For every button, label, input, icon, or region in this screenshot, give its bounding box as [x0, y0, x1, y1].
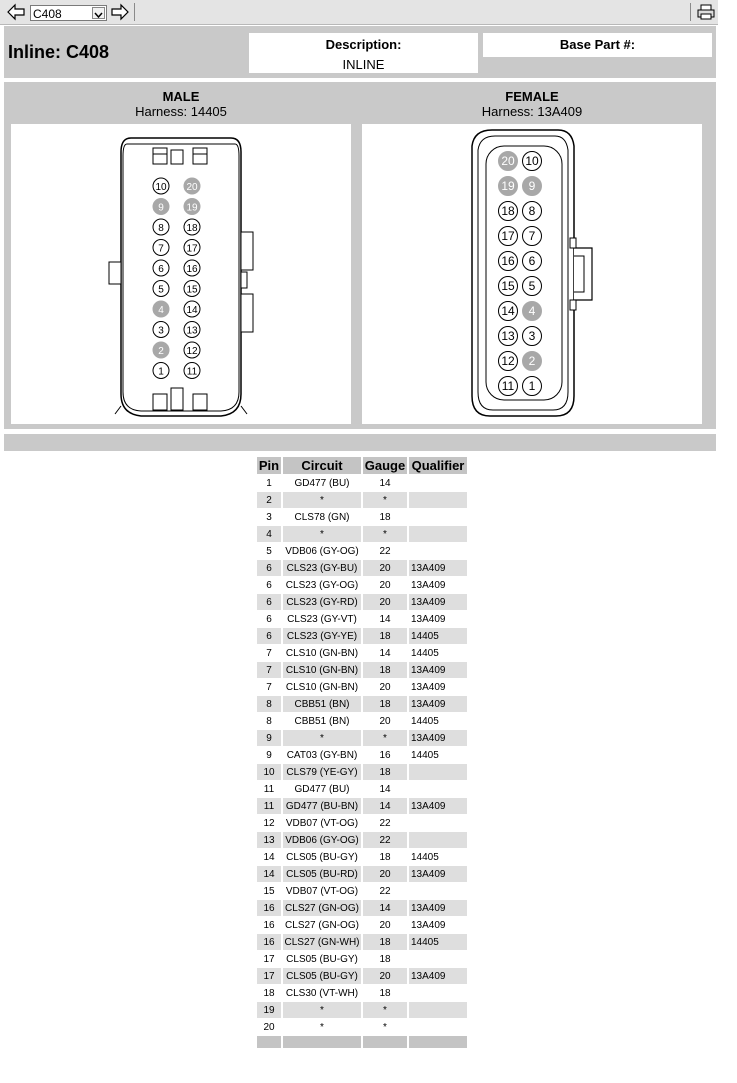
male-connector-diagram [11, 124, 351, 424]
gauge-cell: 22 [363, 832, 407, 848]
table-header-row [257, 457, 467, 474]
qualifier-cell: 14405 [409, 934, 467, 950]
pin-cell: 14 [263, 851, 275, 863]
chevron-down-icon[interactable] [92, 7, 105, 19]
qualifier-cell: 14405 [411, 715, 439, 727]
qualifier-cell: 14405 [411, 851, 439, 863]
gauge-cell: * [383, 1021, 387, 1033]
qualifier-cell: 13A409 [409, 798, 467, 814]
female-pin-label: 11 [501, 379, 515, 393]
footer-cell [257, 1036, 281, 1048]
circuit-cell: CBB51 (BN) [283, 696, 361, 712]
description-box [249, 33, 478, 73]
circuit-cell: CLS23 (GY-BU) [283, 560, 361, 576]
gauge-cell: 18 [363, 764, 407, 780]
circuit-cell: CLS27 (GN-OG) [283, 900, 361, 916]
circuit-cell: VDB07 (VT-OG) [285, 817, 359, 829]
pin-cell: 14 [257, 866, 281, 882]
female-pin-label: 20 [501, 154, 515, 168]
qualifier-cell: 13A409 [411, 681, 446, 693]
circuit-cell: * [320, 1021, 324, 1033]
qualifier-cell [409, 543, 467, 559]
table-row [257, 781, 467, 797]
circuit-cell: CLS10 (GN-BN) [283, 662, 361, 678]
female-harness: Harness: 13A409 [481, 104, 583, 119]
gauge-cell: 14 [379, 613, 391, 625]
qualifier-cell: 14405 [409, 628, 467, 644]
pin-cell: 4 [257, 526, 281, 542]
qualifier-cell [409, 781, 467, 797]
table-row [257, 611, 467, 627]
pin-cell: 6 [257, 594, 281, 610]
pin-cell: 6 [266, 613, 272, 625]
qualifier-cell: 13A409 [411, 579, 446, 591]
pin-cell: 8 [257, 696, 281, 712]
pin-cell: 13 [257, 832, 281, 848]
qualifier-cell: 13A409 [409, 866, 467, 882]
connector-header [4, 26, 716, 78]
circuit-cell: GD477 (BU) [294, 477, 350, 489]
pin-cell: 10 [257, 764, 281, 780]
gauge-cell: 20 [363, 560, 407, 576]
qualifier-cell [409, 985, 467, 1001]
pin-cell: 11 [263, 783, 275, 795]
circuit-cell: CLS23 (GY-OG) [285, 579, 359, 591]
table-row [257, 917, 467, 933]
female-pin-label: 16 [501, 254, 515, 268]
pin-cell: 11 [257, 798, 281, 814]
pin-cell: 19 [257, 1002, 281, 1018]
gauge-cell: * [363, 526, 407, 542]
male-pin-label: 5 [158, 284, 164, 296]
qualifier-cell [409, 883, 467, 899]
male-connector-view [11, 124, 351, 424]
connector-select[interactable] [30, 5, 107, 21]
male-pin-label: 3 [158, 325, 164, 337]
gauge-cell: 22 [379, 817, 391, 829]
qualifier-cell: 13A409 [409, 900, 467, 916]
female-connector-diagram [362, 124, 702, 424]
qualifier-cell [409, 815, 467, 831]
gauge-cell: 20 [363, 594, 407, 610]
table-row [257, 475, 467, 491]
gauge-cell: 18 [379, 953, 391, 965]
gauge-cell: 18 [363, 628, 407, 644]
table-row [257, 951, 467, 967]
male-title: MALE [162, 89, 200, 104]
gauge-cell: 14 [379, 477, 391, 489]
circuit-cell: CLS23 (GY-RD) [283, 594, 361, 610]
male-pin-label: 14 [186, 305, 198, 316]
circuit-cell: CLS27 (GN-OG) [285, 919, 359, 931]
pin-cell: 6 [266, 579, 272, 591]
base-part-label: Base Part #: [559, 37, 636, 52]
circuit-cell: CLS10 (GN-BN) [285, 647, 359, 659]
gauge-cell: 20 [379, 579, 391, 591]
qualifier-cell [409, 492, 467, 508]
qualifier-cell [409, 764, 467, 780]
qualifier-cell: 13A409 [409, 594, 467, 610]
gauge-cell: 18 [363, 934, 407, 950]
male-pin-label: 20 [186, 182, 198, 193]
qualifier-cell [409, 475, 467, 491]
female-pin-label: 18 [501, 204, 515, 218]
female-pin-label: 3 [528, 329, 536, 343]
male-harness: Harness: 14405 [135, 104, 227, 119]
circuit-cell: GD477 (BU-BN) [283, 798, 361, 814]
qualifier-cell [409, 526, 467, 542]
table-row [257, 628, 467, 644]
male-pin-label: 4 [158, 305, 164, 316]
circuit-cell: CLS27 (GN-WH) [283, 934, 361, 950]
description-label: Description: [325, 37, 402, 52]
pin-cell: 17 [263, 953, 275, 965]
male-pin-label: 19 [186, 202, 198, 214]
qualifier-cell: 13A409 [409, 560, 467, 576]
circuit-cell: * [283, 730, 361, 746]
gauge-cell: 20 [379, 681, 391, 693]
table-row [257, 1019, 467, 1035]
qualifier-cell: 13A409 [409, 662, 467, 678]
table-row [257, 968, 467, 984]
qualifier-cell: 13A409 [409, 968, 467, 984]
female-title: FEMALE [505, 89, 559, 104]
circuit-cell: * [283, 492, 361, 508]
circuit-cell: CAT03 (GY-BN) [286, 749, 358, 761]
back-arrow-icon[interactable] [6, 3, 26, 21]
table-row [257, 798, 467, 814]
female-pin-label: 19 [501, 179, 515, 193]
male-pin-label: 17 [186, 243, 198, 255]
footer-cell [283, 1036, 361, 1048]
table-row [257, 594, 467, 610]
female-pin-label: 5 [528, 279, 536, 293]
gauge-cell: 18 [363, 696, 407, 712]
circuit-cell: * [283, 1002, 361, 1018]
gauge-cell: 14 [379, 647, 391, 659]
toolbar-divider [690, 3, 691, 21]
gauge-cell: 20 [379, 715, 391, 727]
pin-cell: 3 [266, 511, 272, 523]
gauge-cell: 14 [363, 798, 407, 814]
gauge-cell: 20 [363, 866, 407, 882]
gauge-cell: 14 [379, 783, 391, 795]
toolbar-divider [134, 3, 135, 21]
qualifier-cell: 13A409 [411, 919, 446, 931]
column-header-gauge: Gauge [364, 458, 406, 473]
table-row [257, 509, 467, 525]
gauge-cell: * [363, 1002, 407, 1018]
gauge-cell: 20 [379, 919, 391, 931]
column-header-circuit: Circuit [283, 457, 361, 474]
pin-cell: 16 [257, 934, 281, 950]
connector-views [4, 82, 716, 429]
qualifier-cell [409, 1019, 467, 1035]
circuit-cell: CBB51 (BN) [294, 715, 350, 727]
pin-cell: 7 [266, 647, 272, 659]
male-pin-label: 18 [186, 223, 198, 234]
pin-cell: 15 [263, 885, 275, 897]
male-pin-label: 12 [186, 346, 198, 357]
male-pin-label: 7 [158, 243, 164, 255]
pin-cell: 9 [266, 749, 272, 761]
gauge-cell: 22 [379, 885, 391, 897]
gauge-cell: 20 [363, 968, 407, 984]
table-row [257, 492, 467, 508]
pin-cell: 18 [263, 987, 275, 999]
female-pin-label: 13 [501, 329, 515, 343]
pin-cell: 12 [263, 817, 275, 829]
male-pin-label: 15 [186, 284, 198, 296]
qualifier-cell: 13A409 [409, 730, 467, 746]
female-pin-label: 4 [528, 304, 536, 318]
male-pin-label: 6 [158, 264, 164, 275]
table-row [257, 747, 467, 763]
qualifier-cell: 14405 [411, 749, 439, 761]
page-title: Inline: C408 [8, 42, 110, 62]
female-pin-label: 9 [528, 179, 536, 193]
circuit-cell: CLS05 (BU-GY) [286, 851, 358, 863]
gauge-cell: 14 [363, 900, 407, 916]
table-row [257, 577, 467, 593]
table-row [257, 543, 467, 559]
pin-cell: 5 [266, 545, 272, 557]
base-part-box [483, 33, 712, 57]
female-pin-label: 15 [501, 279, 515, 293]
female-pin-label: 8 [528, 204, 536, 218]
female-pin-label: 1 [528, 379, 536, 393]
female-connector-view [362, 124, 702, 424]
table-row [257, 815, 467, 831]
table-row [257, 526, 467, 542]
table-row [257, 679, 467, 695]
table-row [257, 560, 467, 576]
circuit-cell: VDB06 (GY-OG) [283, 832, 361, 848]
pin-cell: 17 [257, 968, 281, 984]
gauge-cell: 18 [363, 662, 407, 678]
female-pin-label: 10 [525, 154, 539, 168]
male-pin-label: 1 [158, 366, 164, 378]
gauge-cell: * [363, 492, 407, 508]
pin-cell: 2 [257, 492, 281, 508]
female-heading [362, 89, 702, 119]
pin-cell: 16 [257, 900, 281, 916]
qualifier-cell: 13A409 [409, 696, 467, 712]
gauge-cell: 18 [379, 851, 391, 863]
circuit-cell: CLS30 (VT-WH) [285, 987, 359, 999]
circuit-cell: * [283, 526, 361, 542]
separator-bar [4, 434, 716, 451]
gauge-cell: 18 [379, 511, 391, 523]
circuit-cell: CLS23 (GY-YE) [283, 628, 361, 644]
gauge-cell: 22 [379, 545, 391, 557]
description-value: INLINE [342, 57, 385, 72]
pinout-table [255, 456, 469, 1049]
female-pin-label: 14 [501, 304, 515, 318]
table-row [257, 883, 467, 899]
circuit-cell: GD477 (BU) [294, 783, 350, 795]
circuit-cell: CLS79 (YE-GY) [283, 764, 361, 780]
table-row [257, 849, 467, 865]
table-row [257, 1002, 467, 1018]
pin-cell: 16 [263, 919, 275, 931]
circuit-cell: CLS78 (GN) [294, 511, 350, 523]
circuit-cell: CLS10 (GN-BN) [285, 681, 359, 693]
gauge-cell: 16 [379, 749, 391, 761]
footer-cell [409, 1036, 467, 1048]
pin-cell: 1 [266, 477, 272, 489]
female-pin-label: 7 [528, 229, 536, 243]
table-row [257, 985, 467, 1001]
table-row [257, 713, 467, 729]
qualifier-cell: 13A409 [411, 613, 446, 625]
qualifier-cell [409, 832, 467, 848]
circuit-cell: VDB06 (GY-OG) [285, 545, 359, 557]
male-heading [11, 89, 351, 119]
male-pin-label: 2 [158, 346, 164, 357]
female-pin-label: 17 [501, 229, 515, 243]
table-row [257, 764, 467, 780]
column-header-qualifier: Qualifier [409, 457, 467, 474]
female-pin-label: 12 [501, 354, 515, 368]
pin-cell: 9 [257, 730, 281, 746]
circuit-cell: CLS05 (BU-GY) [286, 953, 358, 965]
toolbar [0, 0, 718, 25]
gauge-cell: * [363, 730, 407, 746]
qualifier-cell [409, 951, 467, 967]
pin-cell: 6 [257, 628, 281, 644]
pin-cell: 20 [263, 1021, 275, 1033]
table-row [257, 900, 467, 916]
pin-cell: 8 [266, 715, 272, 727]
male-pin-label: 9 [158, 202, 164, 214]
male-pin-label: 16 [186, 264, 198, 275]
table-row [257, 866, 467, 882]
table-row [257, 645, 467, 661]
male-pin-label: 11 [186, 366, 198, 378]
forward-arrow-icon[interactable] [110, 3, 130, 21]
gauge-cell: 18 [379, 987, 391, 999]
qualifier-cell: 14405 [411, 647, 439, 659]
female-pin-label: 2 [528, 354, 536, 368]
table-row [257, 696, 467, 712]
table-row [257, 934, 467, 950]
pin-cell: 7 [266, 681, 272, 693]
qualifier-cell [409, 509, 467, 525]
table-footer-row [257, 1036, 467, 1048]
table-row [257, 832, 467, 848]
table-row [257, 730, 467, 746]
footer-cell [363, 1036, 407, 1048]
circuit-cell: CLS05 (BU-RD) [283, 866, 361, 882]
male-pin-label: 10 [155, 182, 167, 193]
male-pin-label: 8 [158, 223, 164, 234]
circuit-cell: VDB07 (VT-OG) [285, 885, 359, 897]
circuit-cell: CLS05 (BU-GY) [283, 968, 361, 984]
table-row [257, 662, 467, 678]
printer-icon[interactable] [696, 3, 716, 21]
connector-select-value: C408 [33, 7, 62, 21]
pin-cell: 7 [257, 662, 281, 678]
column-header-pin: Pin [258, 458, 280, 473]
pin-cell: 6 [257, 560, 281, 576]
female-pin-label: 6 [528, 254, 536, 268]
circuit-cell: CLS23 (GY-VT) [287, 613, 357, 625]
male-pin-label: 13 [186, 325, 198, 337]
qualifier-cell [409, 1002, 467, 1018]
